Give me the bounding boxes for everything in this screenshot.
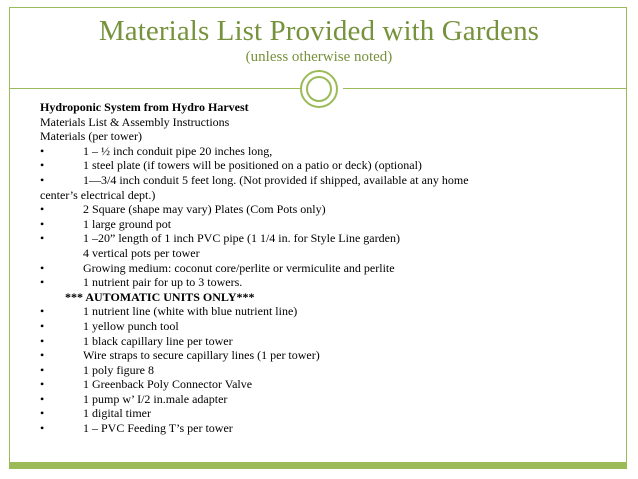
list-item: • 1 yellow punch tool bbox=[40, 318, 179, 333]
automatic-units-heading: *** AUTOMATIC UNITS ONLY*** bbox=[65, 289, 255, 304]
materials-list bbox=[40, 100, 620, 436]
slide-subtitle: (unless otherwise noted) bbox=[245, 49, 393, 65]
list-item: • Growing medium: coconut core/perlite or vermiculite and perlite bbox=[40, 260, 395, 275]
bullet-icon: • bbox=[40, 391, 45, 406]
bullet-icon: • bbox=[40, 275, 45, 290]
list-item: • 1 poly figure 8 bbox=[40, 362, 154, 377]
list-item-continuation: center’s electrical dept.) bbox=[40, 187, 156, 202]
bullet-icon: • bbox=[40, 231, 45, 246]
divider-left bbox=[9, 88, 301, 89]
list-item: • 1 large ground pot bbox=[40, 216, 172, 231]
list-item: • 1 digital timer bbox=[40, 406, 151, 421]
bullet-icon: • bbox=[40, 143, 45, 158]
bullet-icon: • bbox=[40, 421, 45, 436]
bullet-icon: • bbox=[40, 216, 45, 231]
bottom-accent-band bbox=[9, 462, 627, 469]
bullet-icon: • bbox=[40, 304, 45, 319]
bullet-icon: • bbox=[40, 158, 45, 173]
bullet-icon: • bbox=[40, 377, 45, 392]
list-item: • 1 nutrient line (white with blue nutrient line) bbox=[40, 304, 298, 319]
bullet-icon: • bbox=[40, 202, 45, 217]
list-item: • Wire straps to secure capillary lines (1 per tower) bbox=[40, 348, 320, 363]
bullet-icon: • bbox=[40, 172, 45, 187]
divider-right bbox=[343, 88, 627, 89]
list-item: • 2 Square (shape may vary) Plates (Com Pots only) bbox=[40, 202, 326, 217]
divider-inner-ring bbox=[306, 76, 332, 102]
list-heading: Hydroponic System from Hydro Harvest bbox=[40, 100, 249, 114]
list-item: • 1 steel plate (if towers will be positioned on a patio or deck) (optional) bbox=[40, 158, 422, 173]
bullet-icon: • bbox=[40, 406, 45, 421]
list-item: • 1 –20” length of 1 inch PVC pipe (1 1/4 in. for Style Line garden) bbox=[40, 231, 400, 246]
list-item: • 1 nutrient pair for up to 3 towers. bbox=[40, 275, 243, 290]
slide-title: Materials List Provided with Gardens bbox=[98, 15, 540, 47]
list-subheading-2: Materials (per tower) bbox=[40, 129, 142, 144]
list-subheading: Materials List & Assembly Instructions bbox=[40, 114, 230, 129]
list-item: • 1 – PVC Feeding T’s per tower bbox=[40, 421, 233, 436]
list-item: • 1 black capillary line per tower bbox=[40, 333, 233, 348]
bullet-icon: • bbox=[40, 260, 45, 275]
list-item-indented: 4 vertical pots per tower bbox=[83, 245, 200, 260]
bullet-icon: • bbox=[40, 362, 45, 377]
list-item: • 1 – ½ inch conduit pipe 20 inches long, bbox=[40, 143, 273, 158]
bullet-icon: • bbox=[40, 333, 45, 348]
list-item: • 1 Greenback Poly Connector Valve bbox=[40, 377, 253, 392]
list-item: • 1—3/4 inch conduit 5 feet long. (Not provided if shipped, available at any home bbox=[40, 172, 469, 187]
bullet-icon: • bbox=[40, 318, 45, 333]
list-item: • 1 pump w’ I/2 in.male adapter bbox=[40, 391, 228, 406]
bullet-icon: • bbox=[40, 348, 45, 363]
